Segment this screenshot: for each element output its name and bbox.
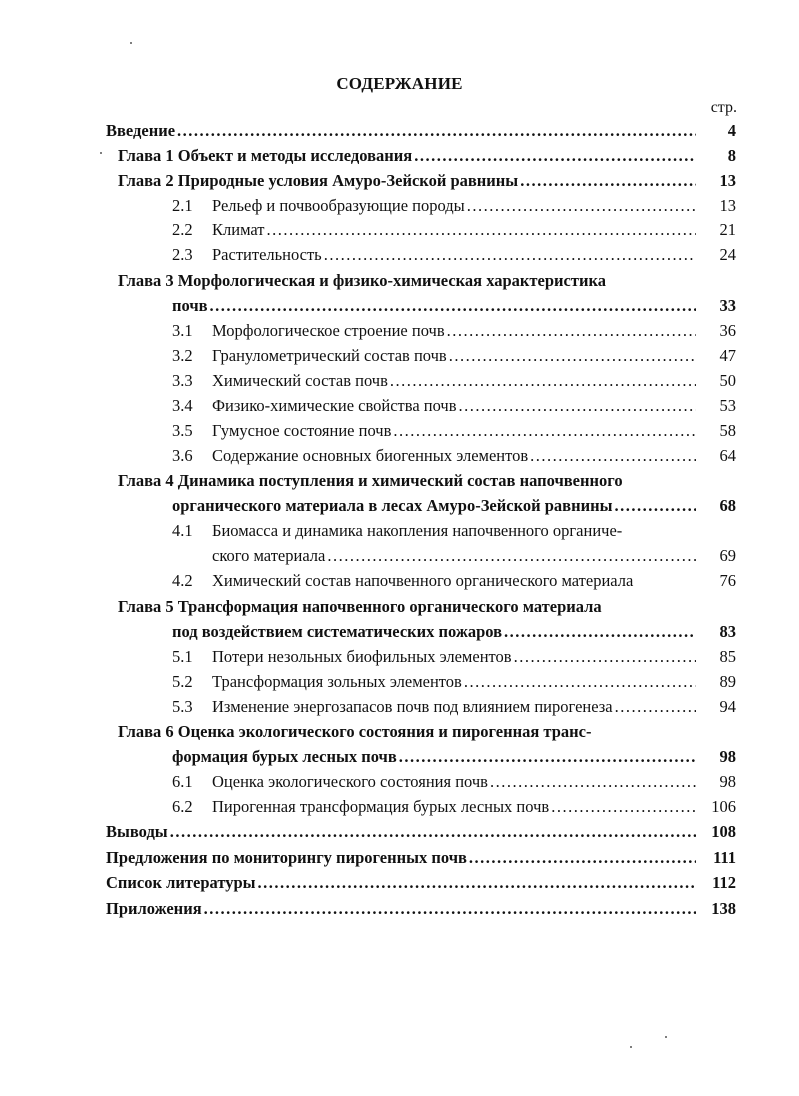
- scan-speck: [630, 1046, 632, 1048]
- dot-leader: [327, 546, 696, 566]
- toc-entry-section-3-6[interactable]: [172, 446, 698, 470]
- section-number: 5.1: [172, 647, 193, 666]
- toc-page-number: 69: [719, 546, 736, 565]
- toc-entry-text-line1: Биомасса и динамика накопления напочвенного органиче-: [212, 521, 623, 540]
- toc-entry-section-5-3[interactable]: [172, 697, 698, 721]
- toc-entry-text: почв: [172, 296, 208, 315]
- toc-entry-text: Физико-химические свойства почв: [212, 396, 457, 415]
- toc-entry-chapter-3-line1[interactable]: Глава 3 Морфологическая и физико-химическая характеристика: [118, 271, 606, 290]
- toc-page-number: 8: [727, 146, 736, 165]
- toc-entry-section-2-3[interactable]: [172, 245, 698, 269]
- toc-entry-text: Предложения по мониторингу пирогенных почв: [106, 848, 467, 867]
- toc-entry-section-5-1[interactable]: [172, 647, 698, 671]
- toc-entry-text: Оценка экологического состояния почв: [212, 772, 488, 791]
- toc-page-number: 108: [711, 822, 736, 841]
- toc-entry-section-3-5[interactable]: [172, 421, 698, 445]
- toc-entry-section-3-1[interactable]: [172, 321, 698, 345]
- dot-leader: [324, 245, 696, 265]
- page-column-label: стр.: [710, 99, 737, 116]
- section-number: 5.2: [172, 672, 193, 691]
- toc-entry-text: Рельеф и почвообразующие породы: [212, 196, 465, 215]
- scan-speck: [130, 42, 132, 44]
- toc-entry-section-2-1[interactable]: [172, 196, 698, 220]
- toc-entry-references[interactable]: [106, 873, 698, 897]
- toc-entry-appendices[interactable]: [106, 899, 698, 923]
- toc-entry-text: Химический состав напочвенного органического материала: [212, 571, 634, 590]
- dot-leader: [464, 672, 696, 692]
- dot-leader: [210, 296, 696, 316]
- dot-leader: [170, 822, 696, 842]
- section-number: 5.3: [172, 697, 193, 716]
- toc-entry-text: Гранулометрический состав почв: [212, 346, 447, 365]
- toc-page-number: 94: [719, 697, 736, 716]
- toc-entry-chapter-3[interactable]: [172, 296, 698, 320]
- dot-leader: [258, 873, 696, 893]
- scan-speck: [100, 152, 102, 154]
- toc-page-number: 68: [719, 496, 736, 515]
- section-number: 2.1: [172, 196, 193, 215]
- dot-leader: [390, 371, 696, 391]
- toc-page-number: 13: [719, 171, 736, 190]
- dot-leader: [520, 171, 696, 191]
- toc-page-number: 64: [719, 446, 736, 465]
- dot-leader: [399, 747, 696, 767]
- toc-page-number: 4: [727, 121, 736, 140]
- toc-entry-text: Приложения: [106, 899, 202, 918]
- toc-entry-chapter-5[interactable]: [172, 622, 698, 646]
- toc-entry-text: Глава 1 Объект и методы исследования: [118, 146, 413, 165]
- toc-entry-section-2-2[interactable]: [172, 220, 698, 244]
- toc-entry-introduction[interactable]: [106, 121, 698, 145]
- toc-entry-proposals[interactable]: [106, 848, 698, 872]
- toc-page-number: 58: [719, 421, 736, 440]
- toc-page-number: 21: [719, 220, 736, 239]
- toc-page-number: 106: [711, 797, 736, 816]
- dot-leader: [204, 899, 696, 919]
- toc-entry-section-4-1[interactable]: [212, 546, 698, 570]
- toc-entry-section-3-4[interactable]: [172, 396, 698, 420]
- toc-page-number: 76: [719, 571, 736, 590]
- section-number: 6.2: [172, 797, 193, 816]
- dot-leader: [449, 346, 696, 366]
- dot-leader: [490, 772, 696, 792]
- toc-entry-chapter-4[interactable]: [172, 496, 698, 520]
- toc-entry-text: Трансформация зольных элементов: [212, 672, 462, 691]
- toc-page-number: 33: [719, 296, 736, 315]
- dot-leader: [414, 146, 696, 166]
- toc-page-number: 83: [719, 622, 736, 641]
- toc-page-number: 24: [719, 245, 736, 264]
- toc-entry-text: Содержание основных биогенных элементов: [212, 446, 529, 465]
- toc-entry-chapter-5-line1[interactable]: Глава 5 Трансформация напочвенного органического материала: [118, 597, 602, 616]
- toc-entry-text: Потери незольных биофильных элементов: [212, 647, 512, 666]
- toc-entry-section-6-2[interactable]: [172, 797, 698, 821]
- toc-entry-text: Выводы: [106, 822, 168, 841]
- toc-page-number: 50: [719, 371, 736, 390]
- toc-entry-text: под воздействием систематических пожаров: [172, 622, 503, 641]
- toc-page-number: 98: [719, 772, 736, 791]
- section-number: 3.2: [172, 346, 193, 365]
- toc-entry-text: Климат: [212, 220, 265, 239]
- toc-page-number: 111: [713, 848, 736, 867]
- toc-entry-section-4-2[interactable]: [172, 571, 633, 591]
- toc-entry-text: Морфологическое строение почв: [212, 321, 445, 340]
- toc-page-number: 112: [712, 873, 736, 892]
- page-title: СОДЕРЖАНИЕ: [336, 74, 463, 93]
- toc-entry-section-5-2[interactable]: [172, 672, 698, 696]
- section-number: 4.1: [172, 521, 193, 540]
- toc-page-number: 138: [711, 899, 736, 918]
- toc-entry-text: формация бурых лесных почв: [172, 747, 397, 766]
- toc-entry-text: ского материала: [212, 546, 326, 565]
- toc-page-number: 85: [719, 647, 736, 666]
- section-number: 3.6: [172, 446, 193, 465]
- dot-leader: [447, 321, 696, 341]
- toc-entry-text: Гумусное состояние почв: [212, 421, 392, 440]
- section-number: 4.2: [172, 571, 193, 590]
- dot-leader: [467, 196, 696, 216]
- toc-entry-text: Глава 2 Природные условия Амуро-Зейской равнины: [118, 171, 519, 190]
- section-number: 2.3: [172, 245, 193, 264]
- dot-leader: [393, 421, 696, 441]
- section-number: 6.1: [172, 772, 193, 791]
- toc-entry-text: Введение: [106, 121, 176, 140]
- toc-entry-chapter-4-line1[interactable]: Глава 4 Динамика поступления и химический состав напочвенного: [118, 471, 623, 490]
- section-number: 3.1: [172, 321, 193, 340]
- toc-entry-text: Пирогенная трансформация бурых лесных почв: [212, 797, 550, 816]
- section-number: 3.4: [172, 396, 193, 415]
- toc-entry-section-4-1-line1[interactable]: [172, 521, 622, 541]
- dot-leader: [530, 446, 696, 466]
- dot-leader: [459, 396, 696, 416]
- toc-page-number: 13: [719, 196, 736, 215]
- toc-entry-text: органического материала в лесах Амуро-Зейской равнины: [172, 496, 613, 515]
- toc-entry-chapter-1[interactable]: [118, 146, 698, 170]
- toc-entry-text: Изменение энергозапасов почв под влиянием пирогенеза: [212, 697, 613, 716]
- dot-leader: [551, 797, 696, 817]
- dot-leader: [469, 848, 696, 868]
- dot-leader: [267, 220, 696, 240]
- dot-leader: [514, 647, 696, 667]
- toc-page-number: 36: [719, 321, 736, 340]
- toc-entry-chapter-6-line1[interactable]: Глава 6 Оценка экологического состояния и пирогенная транс-: [118, 722, 592, 741]
- toc-entry-text: Химический состав почв: [212, 371, 388, 390]
- dot-leader: [504, 622, 696, 642]
- toc-entry-section-3-2[interactable]: [172, 346, 698, 370]
- toc-entry-text: Список литературы: [106, 873, 256, 892]
- toc-page-number: 53: [719, 396, 736, 415]
- toc-page-number: 98: [719, 747, 736, 766]
- toc-entry-chapter-6[interactable]: [172, 747, 698, 771]
- toc-entry-text: Растительность: [212, 245, 322, 264]
- toc-entry-section-3-3[interactable]: [172, 371, 698, 395]
- toc-page-number: 47: [719, 346, 736, 365]
- scan-speck: [665, 1036, 667, 1038]
- section-number: 3.3: [172, 371, 193, 390]
- toc-entry-chapter-2[interactable]: [118, 171, 698, 195]
- section-number: 2.2: [172, 220, 193, 239]
- section-number: 3.5: [172, 421, 193, 440]
- toc-page-number: 89: [719, 672, 736, 691]
- dot-leader: [177, 121, 696, 141]
- toc-entry-section-6-1[interactable]: [172, 772, 698, 796]
- toc-entry-conclusions[interactable]: [106, 822, 698, 846]
